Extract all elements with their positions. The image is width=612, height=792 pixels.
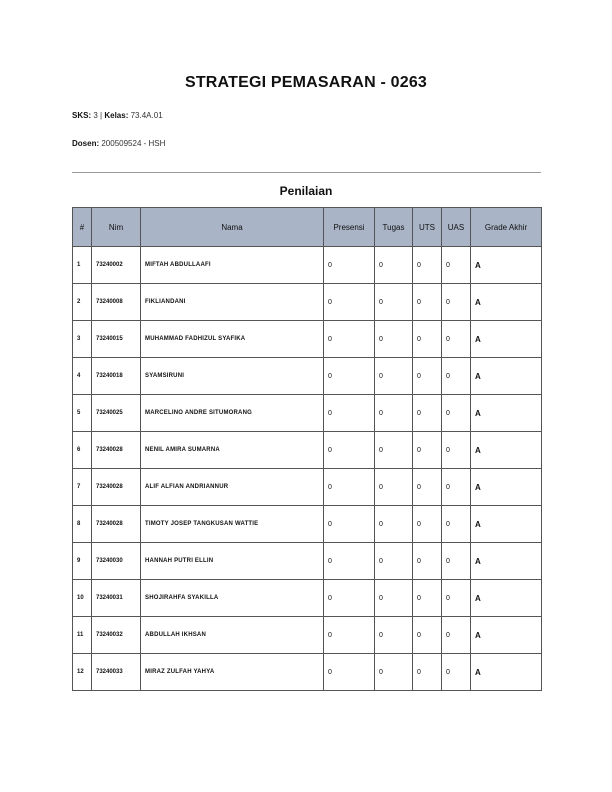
- row-number: 12: [73, 654, 92, 691]
- table-row: [73, 617, 542, 654]
- table-row: [73, 358, 542, 395]
- nim-cell: 73240028: [92, 432, 141, 469]
- nama-cell: NENIL AMIRA SUMARNA: [141, 432, 324, 469]
- tugas-cell: 0: [375, 321, 413, 358]
- uas-cell: 0: [442, 321, 471, 358]
- lecturer-info-line: [72, 139, 165, 148]
- presensi-cell: 0: [324, 358, 375, 395]
- grade-cell: A: [471, 432, 542, 469]
- tugas-cell: 0: [375, 617, 413, 654]
- presensi-cell: 0: [324, 432, 375, 469]
- table-row: [73, 321, 542, 358]
- uts-cell: 0: [413, 654, 442, 691]
- table-body: [73, 247, 542, 691]
- col-header-tugas: Tugas: [375, 208, 413, 247]
- uas-cell: 0: [442, 543, 471, 580]
- col-header-nama: Nama: [141, 208, 324, 247]
- table-row: [73, 506, 542, 543]
- presensi-cell: 0: [324, 395, 375, 432]
- tugas-cell: 0: [375, 580, 413, 617]
- table-row: [73, 469, 542, 506]
- presensi-cell: 0: [324, 543, 375, 580]
- grade-cell: A: [471, 247, 542, 284]
- sks-label: SKS:: [72, 111, 92, 120]
- uts-cell: 0: [413, 506, 442, 543]
- row-number: 2: [73, 284, 92, 321]
- kelas-value: 73.4A.01: [130, 111, 163, 120]
- nim-cell: 73240031: [92, 580, 141, 617]
- uas-cell: 0: [442, 469, 471, 506]
- presensi-cell: 0: [324, 617, 375, 654]
- info-separator: |: [100, 111, 103, 120]
- presensi-cell: 0: [324, 580, 375, 617]
- row-number: 11: [73, 617, 92, 654]
- col-header-uas: UAS: [442, 208, 471, 247]
- uts-cell: 0: [413, 247, 442, 284]
- tugas-cell: 0: [375, 469, 413, 506]
- tugas-cell: 0: [375, 284, 413, 321]
- course-info-line: [72, 111, 163, 120]
- uas-cell: 0: [442, 284, 471, 321]
- tugas-cell: 0: [375, 506, 413, 543]
- nama-cell: SYAMSIRUNI: [141, 358, 324, 395]
- section-title: Penilaian: [279, 184, 333, 198]
- grade-cell: A: [471, 284, 542, 321]
- divider: [72, 172, 541, 173]
- nim-cell: 73240033: [92, 654, 141, 691]
- row-number: 6: [73, 432, 92, 469]
- nim-cell: 73240025: [92, 395, 141, 432]
- grade-cell: A: [471, 321, 542, 358]
- presensi-cell: 0: [324, 321, 375, 358]
- uas-cell: 0: [442, 654, 471, 691]
- kelas-label: Kelas:: [104, 111, 129, 120]
- nim-cell: 73240032: [92, 617, 141, 654]
- row-number: 1: [73, 247, 92, 284]
- grade-cell: A: [471, 617, 542, 654]
- uas-cell: 0: [442, 617, 471, 654]
- uts-cell: 0: [413, 543, 442, 580]
- grade-cell: A: [471, 469, 542, 506]
- tugas-cell: 0: [375, 358, 413, 395]
- grade-cell: A: [471, 580, 542, 617]
- tugas-cell: 0: [375, 432, 413, 469]
- tugas-cell: 0: [375, 247, 413, 284]
- nama-cell: MIRAZ ZULFAH YAHYA: [141, 654, 324, 691]
- tugas-cell: 0: [375, 654, 413, 691]
- dosen-value: 200509524 - HSH: [101, 139, 166, 148]
- row-number: 4: [73, 358, 92, 395]
- uas-cell: 0: [442, 358, 471, 395]
- table-row: [73, 284, 542, 321]
- uts-cell: 0: [413, 358, 442, 395]
- uts-cell: 0: [413, 617, 442, 654]
- row-number: 8: [73, 506, 92, 543]
- row-number: 5: [73, 395, 92, 432]
- table-row: [73, 580, 542, 617]
- presensi-cell: 0: [324, 284, 375, 321]
- table-row: [73, 247, 542, 284]
- presensi-cell: 0: [324, 506, 375, 543]
- grade-cell: A: [471, 358, 542, 395]
- col-header-grade-akhir: Grade Akhir: [471, 208, 542, 247]
- presensi-cell: 0: [324, 469, 375, 506]
- uas-cell: 0: [442, 395, 471, 432]
- nama-cell: MUHAMMAD FADHIZUL SYAFIKA: [141, 321, 324, 358]
- grade-cell: A: [471, 395, 542, 432]
- col-header-nim: Nim: [92, 208, 141, 247]
- grade-cell: A: [471, 506, 542, 543]
- row-number: 10: [73, 580, 92, 617]
- nim-cell: 73240028: [92, 506, 141, 543]
- nama-cell: TIMOTY JOSEP TANGKUSAN WATTIE: [141, 506, 324, 543]
- grade-cell: A: [471, 543, 542, 580]
- table-row: [73, 654, 542, 691]
- table-row: [73, 432, 542, 469]
- uts-cell: 0: [413, 284, 442, 321]
- uts-cell: 0: [413, 469, 442, 506]
- nim-cell: 73240002: [92, 247, 141, 284]
- sks-value: 3: [93, 111, 98, 120]
- nama-cell: MIFTAH ABDULLAAFI: [141, 247, 324, 284]
- nama-cell: HANNAH PUTRI ELLIN: [141, 543, 324, 580]
- tugas-cell: 0: [375, 395, 413, 432]
- col-header-presensi: Presensi: [324, 208, 375, 247]
- col-header-number: #: [73, 208, 92, 247]
- presensi-cell: 0: [324, 654, 375, 691]
- col-header-uts: UTS: [413, 208, 442, 247]
- row-number: 9: [73, 543, 92, 580]
- nim-cell: 73240028: [92, 469, 141, 506]
- uas-cell: 0: [442, 432, 471, 469]
- nama-cell: MARCELINO ANDRE SITUMORANG: [141, 395, 324, 432]
- nama-cell: FIKLIANDANI: [141, 284, 324, 321]
- row-number: 7: [73, 469, 92, 506]
- table-header-row: [73, 208, 542, 247]
- nim-cell: 73240018: [92, 358, 141, 395]
- uts-cell: 0: [413, 580, 442, 617]
- uts-cell: 0: [413, 321, 442, 358]
- presensi-cell: 0: [324, 247, 375, 284]
- uas-cell: 0: [442, 247, 471, 284]
- table-row: [73, 543, 542, 580]
- uas-cell: 0: [442, 580, 471, 617]
- nim-cell: 73240030: [92, 543, 141, 580]
- nim-cell: 73240008: [92, 284, 141, 321]
- nim-cell: 73240015: [92, 321, 141, 358]
- table-row: [73, 395, 542, 432]
- dosen-label: Dosen:: [72, 139, 100, 148]
- uts-cell: 0: [413, 432, 442, 469]
- page-title: STRATEGI PEMASARAN - 0263: [184, 74, 428, 91]
- row-number: 3: [73, 321, 92, 358]
- grade-cell: A: [471, 654, 542, 691]
- nama-cell: SHOJIRAHFA SYAKILLA: [141, 580, 324, 617]
- tugas-cell: 0: [375, 543, 413, 580]
- nama-cell: ALIF ALFIAN ANDRIANNUR: [141, 469, 324, 506]
- nama-cell: ABDULLAH IKHSAN: [141, 617, 324, 654]
- grades-table: [72, 207, 542, 691]
- uas-cell: 0: [442, 506, 471, 543]
- uts-cell: 0: [413, 395, 442, 432]
